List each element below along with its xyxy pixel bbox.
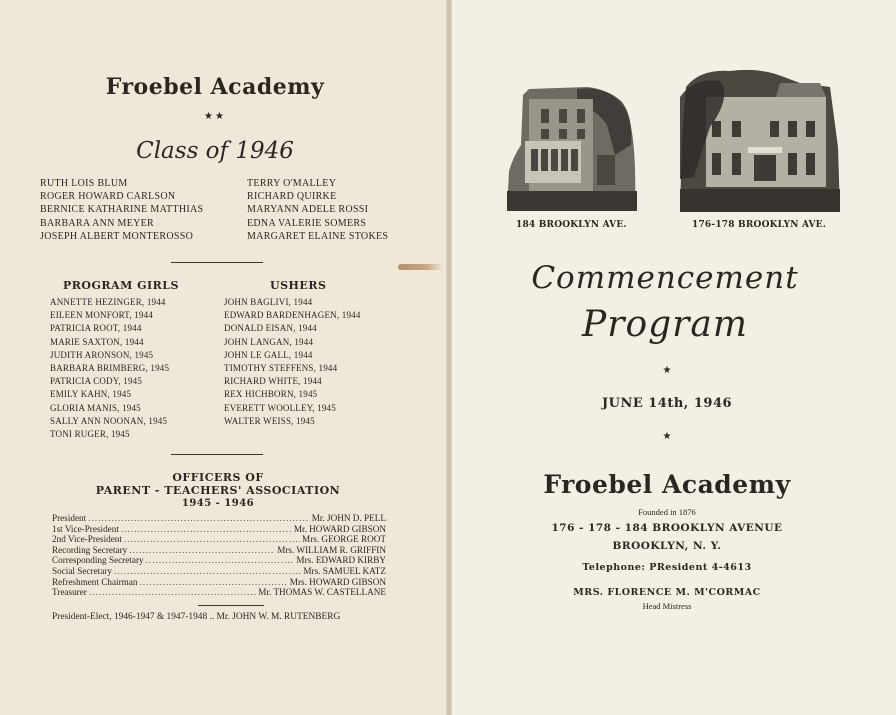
officers-heading-2: PARENT - TEACHERS' ASSOCIATION (95, 484, 341, 497)
graduate-name: BARBARA ANN MEYER (40, 217, 155, 229)
dot-leader (121, 524, 292, 535)
officer-role: 2nd Vice-President (52, 534, 122, 545)
officer-row (52, 534, 386, 545)
date: JUNE 14th, 1946 (601, 396, 733, 411)
president-elect: President-Elect, 1946-1947 & 1947-1948 .. Mr. JOHN W. M. RUTENBERG (52, 612, 341, 622)
officers-list (52, 513, 386, 598)
usher-name: JOHN BAGLIVI, 1944 (224, 297, 313, 307)
address-line2: BROOKLYN, N. Y. (612, 540, 722, 552)
officers-heading-1: OFFICERS OF (172, 471, 264, 484)
program-girls-heading: PROGRAM GIRLS (63, 279, 179, 292)
founded: Founded in 1876 (638, 507, 696, 517)
left-stars: ★★ (204, 111, 226, 122)
program-girls-list (50, 296, 169, 441)
usher-name: TIMOTHY STEFFENS, 1944 (224, 363, 338, 374)
photo2-caption: 176-178 BROOKLYN AVE. (692, 220, 827, 230)
paper-stain (398, 264, 444, 270)
program-girl-name: EMILY KAHN, 1945 (50, 389, 132, 400)
star-1: ★ (662, 365, 672, 376)
left-title: Froebel Academy (105, 74, 325, 100)
right-page (452, 0, 896, 715)
officer-row (52, 577, 386, 588)
usher-name: EDWARD BARDENHAGEN, 1944 (224, 310, 361, 321)
usher-name: JOHN LE GALL, 1944 (224, 349, 313, 360)
program-girl-name: SALLY ANN NOONAN, 1945 (50, 415, 168, 426)
usher-name: EVERETT WOOLLEY, 1945 (224, 402, 336, 413)
usher-name: JOHN LANGAN, 1944 (224, 336, 314, 347)
officer-name: Mr. HOWARD GIBSON (293, 523, 386, 534)
dot-leader (88, 513, 310, 524)
divider-3 (198, 605, 264, 606)
program-girl-name: EILEEN MONFORT, 1944 (50, 310, 154, 321)
officer-name: Mrs. HOWARD GIBSON (289, 576, 386, 587)
school-name: Froebel Academy (543, 470, 791, 499)
usher-name: REX HICHBORN, 1945 (224, 389, 318, 400)
program-girl-name: BARBARA BRIMBERG, 1945 (50, 363, 170, 374)
address-line1: 176 - 178 - 184 BROOKLYN AVENUE (551, 522, 783, 534)
star-2: ★ (662, 431, 672, 442)
program-girl-name: JUDITH ARONSON, 1945 (50, 349, 154, 360)
building-photo-184 (507, 85, 637, 211)
ushers-list (224, 296, 361, 428)
usher-name: RICHARD WHITE, 1944 (224, 376, 322, 387)
officer-role: 1st Vice-President (52, 523, 119, 534)
graduate-name: MARGARET ELAINE STOKES (247, 230, 389, 242)
dot-leader (146, 555, 295, 566)
officer-row (52, 545, 386, 556)
officer-row (52, 587, 386, 598)
usher-name: DONALD EISAN, 1944 (224, 323, 317, 334)
class-heading: Class of 1946 (136, 138, 294, 164)
telephone: Telephone: PResident 4-4613 (582, 562, 752, 573)
officer-row (52, 555, 386, 566)
divider-2 (171, 454, 263, 455)
program-girl-name: ANNETTE HEZINGER, 1944 (50, 297, 166, 307)
graduate-name: JOSEPH ALBERT MONTEROSSO (40, 230, 194, 242)
building-photo-176-178 (680, 67, 840, 212)
dot-leader (114, 566, 301, 577)
program-girl-name: MARIE SAXTON, 1944 (50, 336, 144, 347)
officer-row (52, 513, 386, 524)
ushers-heading: USHERS (270, 279, 327, 292)
officer-role: Recording Secretary (52, 544, 128, 555)
class-list-col2 (247, 177, 388, 243)
divider-1 (171, 262, 263, 263)
title-line1: Commencement (531, 260, 799, 296)
officer-name: Mrs. SAMUEL KATZ (303, 565, 386, 576)
dot-leader (124, 534, 300, 545)
officer-role: President (52, 513, 87, 523)
graduate-name: MARYANN ADELE ROSSI (247, 204, 369, 216)
officer-role: Corresponding Secretary (52, 555, 144, 566)
officer-row (52, 524, 386, 535)
officer-row (52, 566, 386, 577)
graduate-name: EDNA VALERIE SOMERS (247, 217, 367, 229)
officers-years: 1945 - 1946 (181, 498, 255, 509)
officer-name: Mrs. GEORGE ROOT (302, 534, 386, 545)
program-girl-name: GLORIA MANIS, 1945 (50, 402, 141, 413)
graduate-name: RICHARD QUIRKE (247, 191, 337, 203)
officer-name: Mrs. EDWARD KIRBY (296, 555, 386, 566)
usher-name: WALTER WEISS, 1945 (224, 415, 315, 426)
class-list-col1 (40, 177, 203, 243)
officer-name: Mr. THOMAS W. CASTELLANE (258, 587, 386, 598)
head-mistress-name: MRS. FLORENCE M. M'CORMAC (573, 587, 761, 598)
graduate-name: TERRY O'MALLEY (247, 178, 337, 189)
graduate-name: BERNICE KATHARINE MATTHIAS (40, 204, 204, 216)
program-girl-name: PATRICIA ROOT, 1944 (50, 323, 142, 334)
officer-role: Treasurer (52, 587, 87, 598)
head-mistress-title: Head Mistress (642, 601, 692, 611)
officer-name: Mrs. WILLIAM R. GRIFFIN (277, 544, 386, 555)
program-girl-name: TONI RUGER, 1945 (50, 429, 130, 440)
dot-leader (139, 577, 287, 588)
officer-name: Mr. JOHN D. PELL (311, 513, 386, 523)
photo1-caption: 184 BROOKLYN AVE. (516, 220, 627, 230)
dot-leader (89, 587, 256, 598)
graduate-name: RUTH LOIS BLUM (40, 178, 128, 189)
graduate-name: ROGER HOWARD CARLSON (40, 191, 176, 203)
title-line2: Program (582, 304, 748, 345)
dot-leader (129, 545, 275, 556)
officer-role: Refreshment Chairman (52, 576, 138, 587)
program-girl-name: PATRICIA CODY, 1945 (50, 376, 143, 387)
officer-role: Social Secretary (52, 565, 112, 576)
